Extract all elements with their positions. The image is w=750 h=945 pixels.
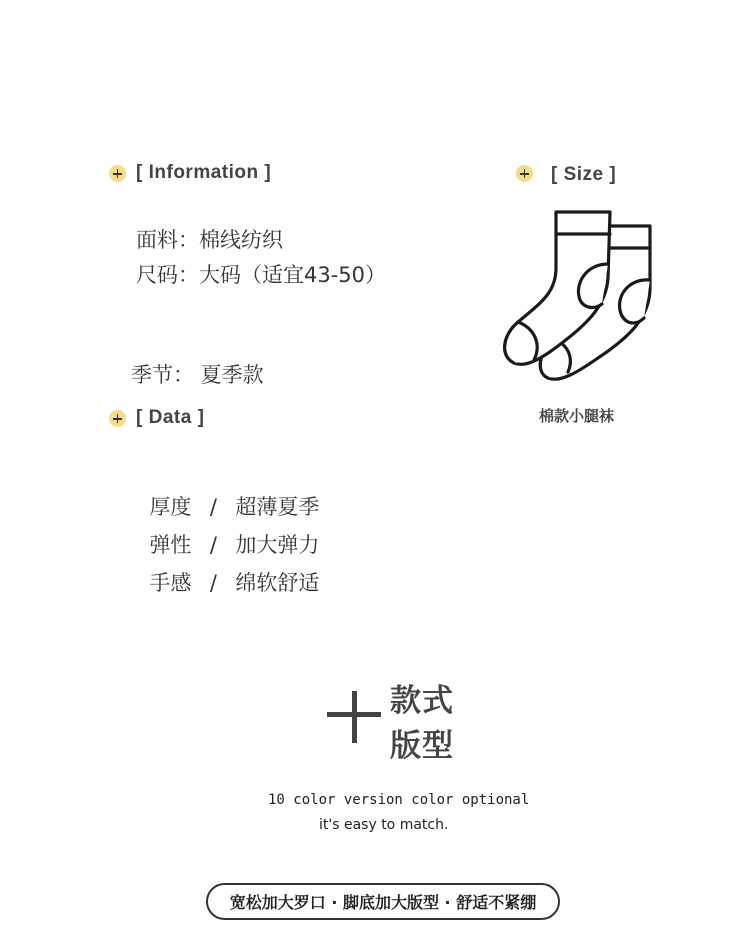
style-title-line2: 版型 xyxy=(390,728,454,764)
data-value: 加大弹力 xyxy=(235,533,320,557)
data-row xyxy=(136,543,319,597)
fabric-line: 面料：棉线纺织 xyxy=(136,228,283,252)
data-separator: / xyxy=(209,533,217,557)
caption-english-1: 10 color version color optional xyxy=(268,792,530,808)
size-range-line: 尺码：大码（适宜43-50） xyxy=(136,263,387,287)
style-title-line1: 款式 xyxy=(390,683,454,719)
data-value: 超薄夏季 xyxy=(235,495,320,519)
data-heading: [ Data ] xyxy=(136,407,205,428)
data-value: 绵软舒适 xyxy=(235,571,320,595)
data-separator: / xyxy=(209,495,217,519)
socks-icon xyxy=(498,208,658,386)
information-heading: [ Information ] xyxy=(136,162,272,183)
size-heading: [ Size ] xyxy=(551,164,617,185)
data-label: 厚度 xyxy=(149,495,192,519)
plus-dot-icon xyxy=(516,165,533,182)
large-plus-icon-vertical xyxy=(352,691,357,743)
plus-dot-icon xyxy=(109,410,126,427)
data-separator: / xyxy=(209,571,217,595)
sock-caption: 棉款小腿袜 xyxy=(539,407,615,425)
season-line: 季节： 夏季款 xyxy=(131,363,264,387)
caption-english-2: it's easy to match. xyxy=(319,817,449,833)
data-label: 手感 xyxy=(149,571,192,595)
tagline-pill: 宽松加大罗口 · 脚底加大版型 · 舒适不紧绷 xyxy=(206,883,560,920)
data-label: 弹性 xyxy=(149,533,192,557)
plus-dot-icon xyxy=(109,165,126,182)
